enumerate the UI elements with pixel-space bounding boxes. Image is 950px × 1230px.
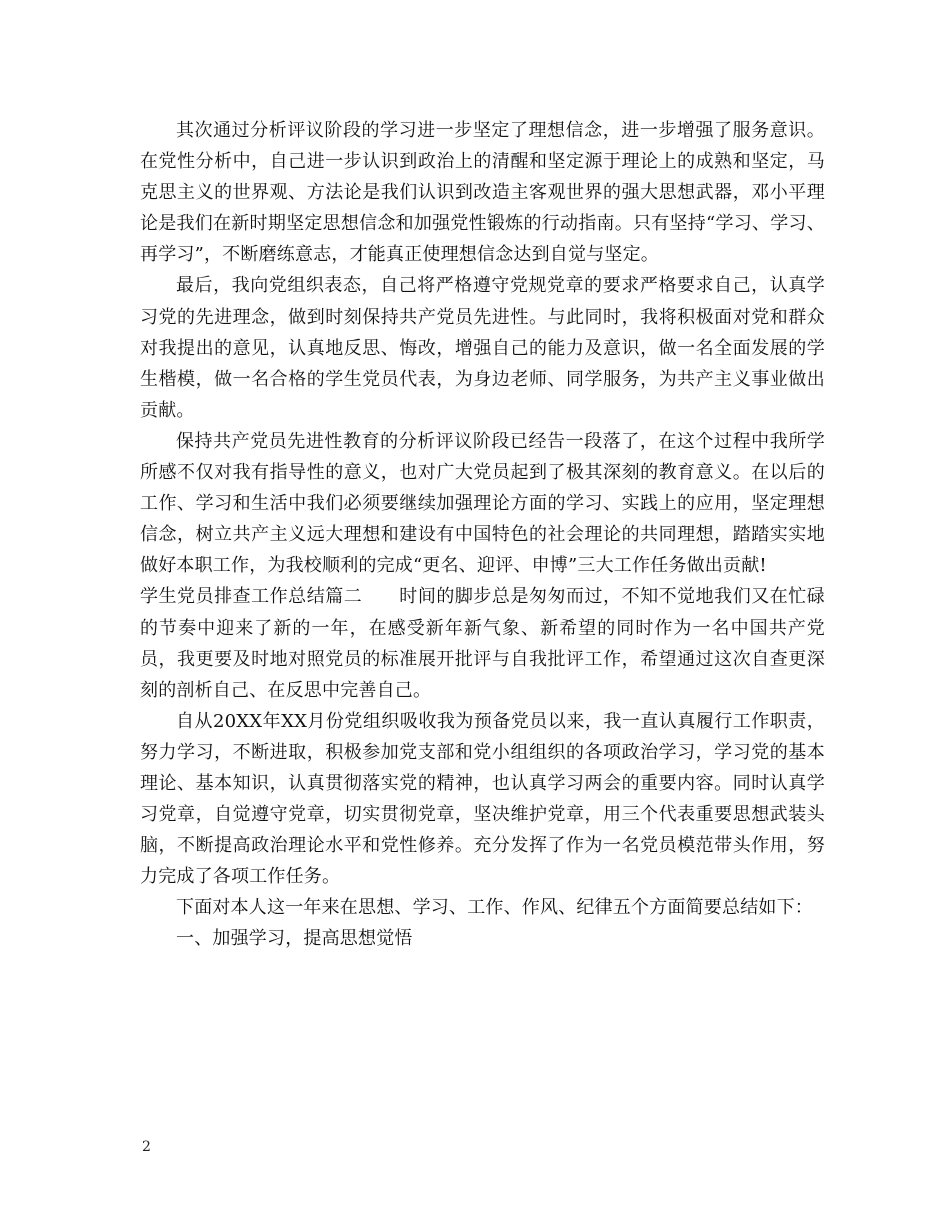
paragraph-part-two-intro: 学生党员排查工作总结篇二 时间的脚步总是匆匆而过，不知不觉地我们又在忙碌的节奏中迎来了新的一年，在感受新年新气象、新希望的同时作为一名中国共产党员，我更要及时地对照党员的标准展开批评与自我批评工作，希望通过这次自查更深刻的剖析自己、在反思中完善自己。 — [140, 586, 825, 701]
paragraph-conclusion: 保持共产党员先进性教育的分析评议阶段已经告一段落了，在这个过程中我所学所感不仅对我有指导性的意义，也对广大党员起到了极其深刻的教育意义。在以后的工作、学习和生活中我们必须要继续加强理论方面的学习、实践上的应用，坚定理想信念，树立共产主义远大理想和建设有中国特色的社会理论的共同理想，踏踏实实地做好本职工作，为我校顺利的完成“更名、迎评、申博”三大工作任务做出贡献! — [140, 430, 825, 577]
page-number: 2 — [142, 1139, 151, 1155]
document-body — [140, 115, 825, 955]
paragraph-final-statement: 最后，我向党组织表态，自己将严格遵守党规党章的要求严格要求自己，认真学习党的先进理念，做到时刻保持共产党员先进性。与此同时，我将积极面对党和群众对我提出的意见，认真地反思、悔改，增强自己的能力及意识，做一名全面发展的学生楷模，做一名合格的学生党员代表，为身边老师、同学服务，为共产主义事业做出贡献。 — [140, 275, 825, 421]
paragraph-ideals-belief: 其次通过分析评议阶段的学习进一步坚定了理想信念，进一步增强了服务意识。在党性分析中，自己进一步认识到政治上的清醒和坚定源于理论上的成熟和坚定，马克思主义的世界观、方法论是我们认识到改造主客观世界的强大思想武器，邓小平理论是我们在新时期坚定思想信念和加强党性锻炼的行动指南。只有坚持“学习、学习、再学习”，不断磨练意志，才能真正使理想信念达到自觉与坚定。 — [140, 120, 825, 266]
paragraph-summary-lead: 下面对本人这一年来在思想、学习、工作、作风、纪律五个方面简要总结如下： — [176, 897, 813, 919]
section-heading-study: 一、加强学习，提高思想觉悟 — [176, 928, 413, 950]
paragraph-self-review: 自从20XX年XX月份党组织吸收我为预备党员以来，我一直认真履行工作职责，努力学习，不断进取，积极参加党支部和党小组组织的各项政治学习，学习党的基本理论、基本知识，认真贯彻落实党的精神，也认真学习两会的重要内容。同时认真学习党章，自觉遵守党章，切实贯彻党章，坚决维护党章，用三个代表重要思想武装头脑，不断提高政治理论水平和党性修养。充分发挥了作为一名党员模范带头作用，努力完成了各项工作任务。 — [140, 710, 825, 888]
